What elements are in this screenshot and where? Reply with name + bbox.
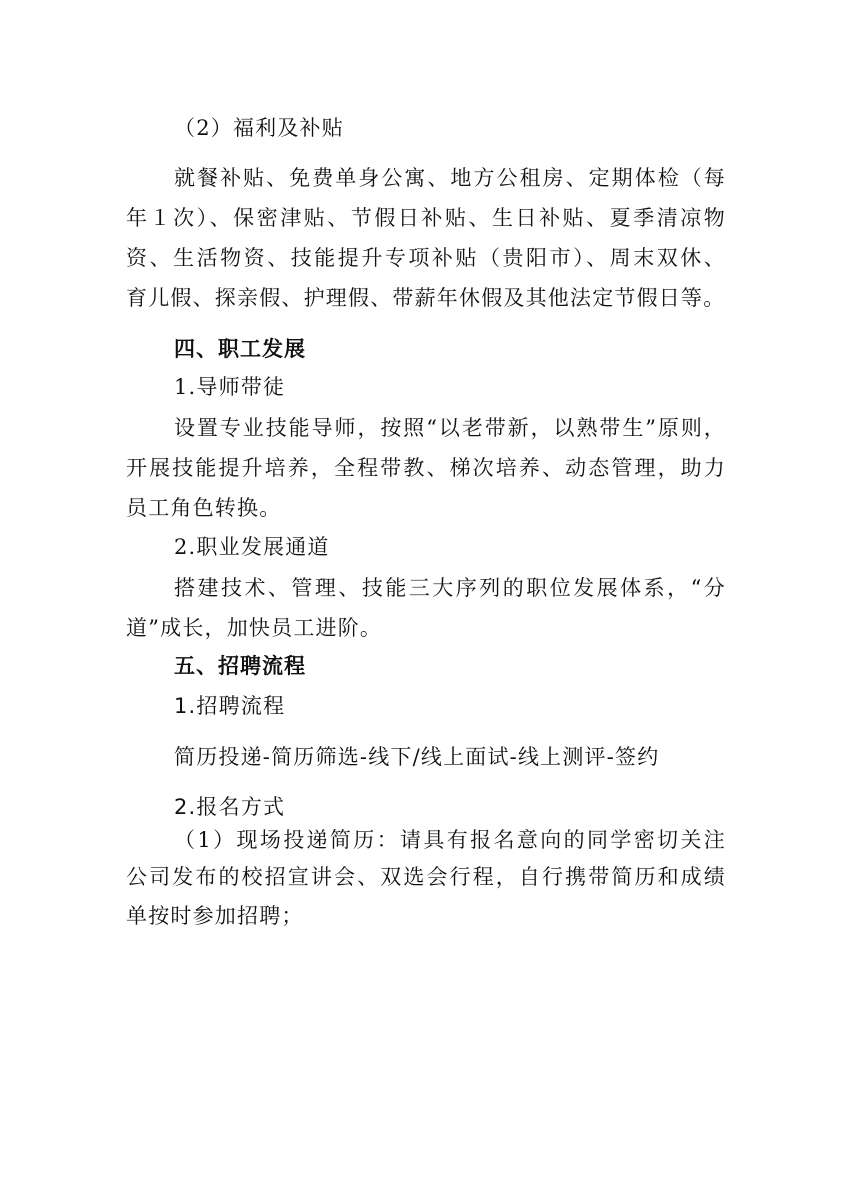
welfare-line-3: 资、生活物资、技能提升专项补贴（贵阳市）、周末双休、 — [126, 246, 726, 270]
career-title: 2.职业发展通道 — [174, 535, 330, 559]
apply-title: 2.报名方式 — [174, 795, 286, 819]
apply-line-1: （1）现场投递简历：请具有报名意向的同学密切关注 — [174, 828, 726, 852]
mentor-line-1: 设置专业技能导师，按照“以老带新，以熟带生”原则， — [174, 416, 726, 440]
apply-line-3: 单按时参加招聘； — [126, 904, 304, 928]
mentor-line-3: 员工角色转换。 — [126, 496, 282, 520]
process-text: 简历投递-简历筛选-线下/线上面试-线上测评-签约 — [174, 745, 660, 769]
mentor-line-2: 开展技能提升培养，全程带教、梯次培养、动态管理，助力 — [126, 456, 726, 480]
apply-line-2: 公司发布的校招宣讲会、双选会行程，自行携带简历和成绩 — [126, 865, 726, 889]
welfare-line-1: 就餐补贴、免费单身公寓、地方公租房、定期体检（每 — [174, 166, 726, 190]
mentor-title: 1.导师带徒 — [174, 375, 286, 399]
process-title: 1.招聘流程 — [174, 694, 286, 718]
welfare-line-4: 育儿假、探亲假、护理假、带薪年休假及其他法定节假日等。 — [126, 286, 726, 310]
section-heading-recruitment: 五、招聘流程 — [174, 654, 306, 678]
welfare-line-2: 年１次）、保密津贴、节假日补贴、生日补贴、夏季清凉物 — [126, 206, 726, 230]
career-line-1: 搭建技术、管理、技能三大序列的职位发展体系，“分 — [174, 576, 726, 600]
welfare-subheading: （2）福利及补贴 — [174, 116, 344, 140]
section-heading-development: 四、职工发展 — [174, 337, 306, 361]
career-line-2: 道”成长，加快员工进阶。 — [126, 616, 383, 640]
